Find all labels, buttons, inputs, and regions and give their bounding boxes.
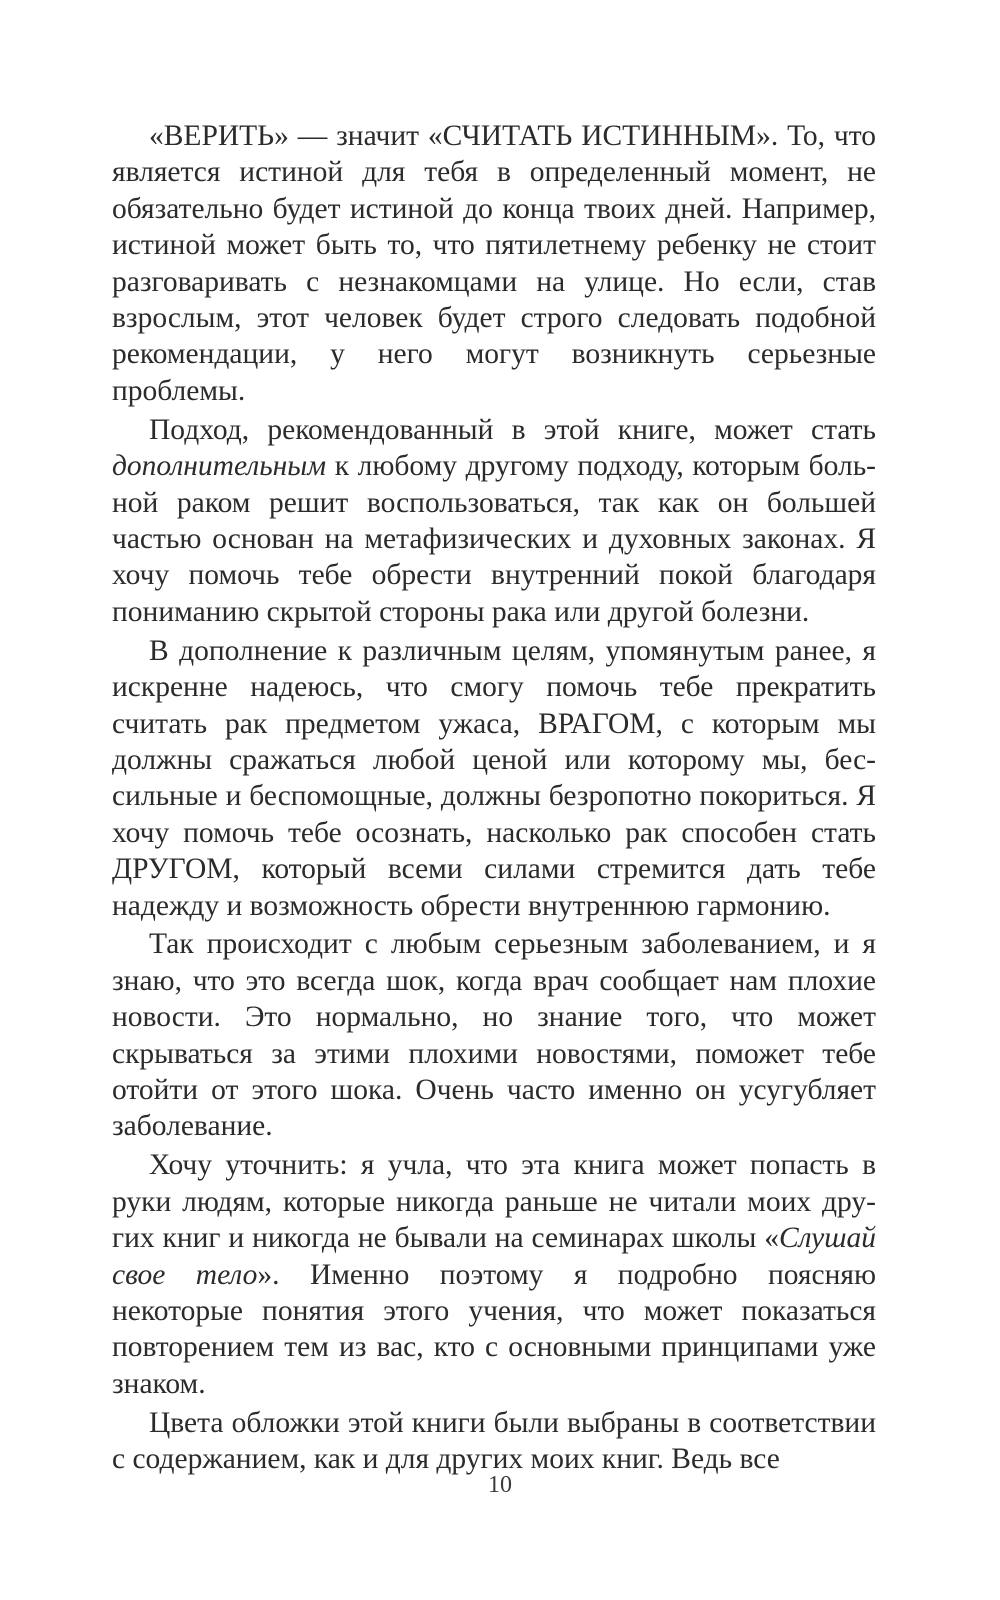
paragraph-5-text-a: Хочу уточнить: я учла, что эта книга может попасть в руки людям, которые никогда раньше не читали моих других книг и никогда не бывали на семинарах школы « [112, 1149, 876, 1255]
paragraph-5 [112, 1147, 876, 1402]
page-number: 10 [488, 1472, 512, 1498]
paragraph-5-italic-title: Слушай свое тело [112, 1222, 876, 1291]
paragraph-1 [112, 118, 876, 409]
paragraph-4 [112, 926, 876, 1144]
paragraph-5-text-b: ». Именно поэтому я подробно поясняю некоторые понятия этого учения, что может показаться повторением тем из вас, кто с основными принципами уже знаком. [112, 1258, 876, 1400]
paragraph-2-text-a: Подход, рекомендованный в этой книге, может стать [149, 413, 876, 446]
paragraph-6 [112, 1405, 876, 1478]
paragraph-2-text-b: к любому другому подходу, которым больной раком решит воспользоваться, так как он большей частью основан на метафизических и духовных законах. Я хочу помочь тебе обрести внутренний покой благодаря пониманию скрытой стороны рака или другой болезни. [112, 450, 876, 628]
paragraph-2-italic-term: дополнительным [112, 450, 327, 483]
paragraph-3-text: В дополнение к различным целям, упомянутым ранее, я искренне надеюсь, что смогу помочь тебе прекратить считать рак предметом ужаса, ВРАГОМ, с которым мы должны сражаться любой ценой или которому мы, бессильные и беспомощные, должны безропотно покориться. Я хочу помочь тебе осознать, насколько рак способен стать ДРУГОМ, который всеми силами стремится дать тебе надежду и возможность обрести внутреннюю гармонию. [112, 634, 876, 922]
paragraph-4-text: Так происходит с любым серьезным заболеванием, и я знаю, что это всегда шок, когда врач сообщает нам плохие новости. Это нормально, но знание того, что может скрываться за этими плохими новостями, поможет тебе отойти от этого шока. Очень часто именно он усугубляет заболевание. [112, 928, 876, 1143]
paragraph-1-text: «ВЕРИТЬ» — значит «СЧИТАТЬ ИСТИННЫМ». То, что является истиной для тебя в определенный момент, не обязательно будет истиной до конца твоих дней. Например, истиной может быть то, что пятилетнему ребенку не стоит разговаривать с незнакомцами на улице. Но если, став взрослым, этот человек будет строго следовать подобной рекомендации, у него могут возникнуть серьезные проблемы. [112, 120, 876, 407]
paragraph-6-text: Цвета обложки этой книги были выбраны в соответствии с содержанием, как и для других моих книг. Ведь все [112, 1406, 876, 1476]
paragraph-2 [112, 412, 876, 630]
page-body [112, 118, 876, 1480]
paragraph-3 [112, 633, 876, 924]
